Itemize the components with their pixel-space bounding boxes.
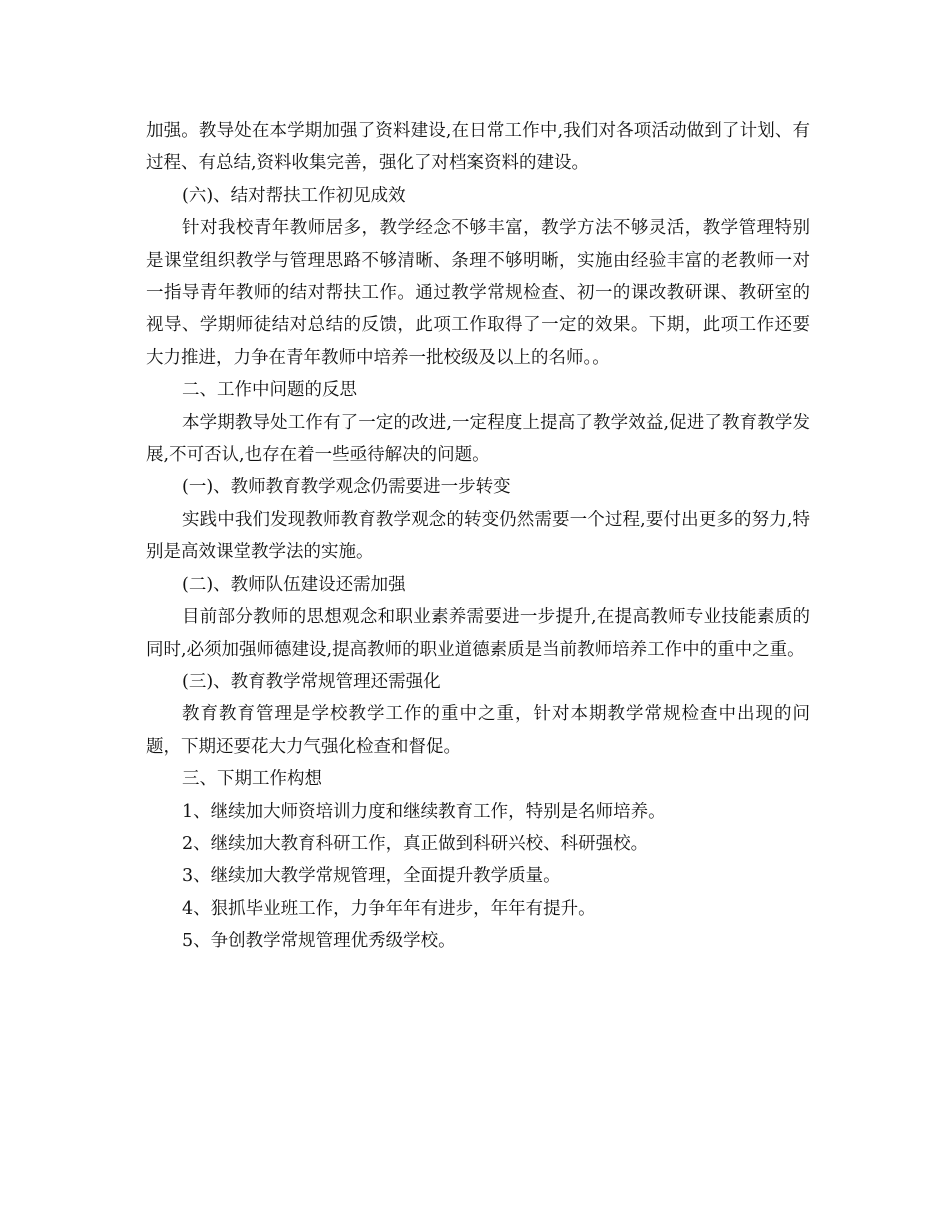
heading-next-term-plan: 三、下期工作构想 bbox=[182, 769, 322, 790]
list-item-plan-2: 2、继续加大教育科研工作，真正做到科研兴校、科研强校。 bbox=[182, 833, 649, 854]
paragraph-archive-summary: 加强。教导处在本学期加强了资料建设,在日常工作中,我们对各项活动做到了计划、有过程、有总结,资料收集完善，强化了对档案资料的建设。 bbox=[146, 121, 810, 174]
paragraph-routine-management: 教育教育管理是学校教学工作的重中之重，针对本期教学常规检查中出现的问题，下期还要花大力气强化检查和督促。 bbox=[146, 704, 810, 757]
paragraph-teaching-concepts: 实践中我们发现教师教育教学观念的转变仍然需要一个过程,要付出更多的努力,特别是高效课堂教学法的实施。 bbox=[146, 509, 810, 563]
document-body bbox=[146, 115, 810, 958]
list-item-plan-5: 5、争创教学常规管理优秀级学校。 bbox=[182, 931, 456, 952]
heading-problem-reflection: 二、工作中问题的反思 bbox=[182, 380, 357, 401]
paragraph-problem-reflection: 本学期教导处工作有了一定的改进,一定程度上提高了教学效益,促进了教育教学发展,不可否认,也存在着一些亟待解决的问题。 bbox=[146, 412, 810, 466]
list-item-plan-1: 1、继续加大师资培训力度和继续教育工作，特别是名师培养。 bbox=[182, 801, 666, 822]
heading-pairing-support: (六)、结对帮扶工作初见成效 bbox=[182, 185, 406, 206]
heading-teaching-concepts: (一)、教师教育教学观念仍需要进一步转变 bbox=[182, 477, 511, 498]
paragraph-pairing-support: 针对我校青年教师居多，教学经念不够丰富，教学方法不够灵活，教学管理特别是课堂组织教学与管理思路不够清晰、条理不够明晰，实施由经验丰富的老教师一对一指导青年教师的结对帮扶工作。通过教学常规检查、初一的课改教研课、教研室的视导、学期师徒结对总结的反馈，此项工作取得了一定的效果。下期，此项工作还要大力推进，力争在青年教师中培养一批校级及以上的名师。。 bbox=[146, 218, 810, 368]
list-item-plan-3: 3、继续加大教学常规管理，全面提升教学质量。 bbox=[182, 866, 561, 887]
list-item-plan-4: 4、狠抓毕业班工作，力争年年有进步，年年有提升。 bbox=[182, 898, 596, 919]
paragraph-teacher-team: 目前部分教师的思想观念和职业素养需要进一步提升,在提高教师专业技能素质的同时,必须加强师德建设,提高教师的职业道德素质是当前教师培养工作中的重中之重。 bbox=[146, 607, 810, 660]
heading-routine-management: (三)、教育教学常规管理还需强化 bbox=[182, 671, 441, 692]
heading-teacher-team: (二)、教师队伍建设还需加强 bbox=[182, 574, 406, 595]
